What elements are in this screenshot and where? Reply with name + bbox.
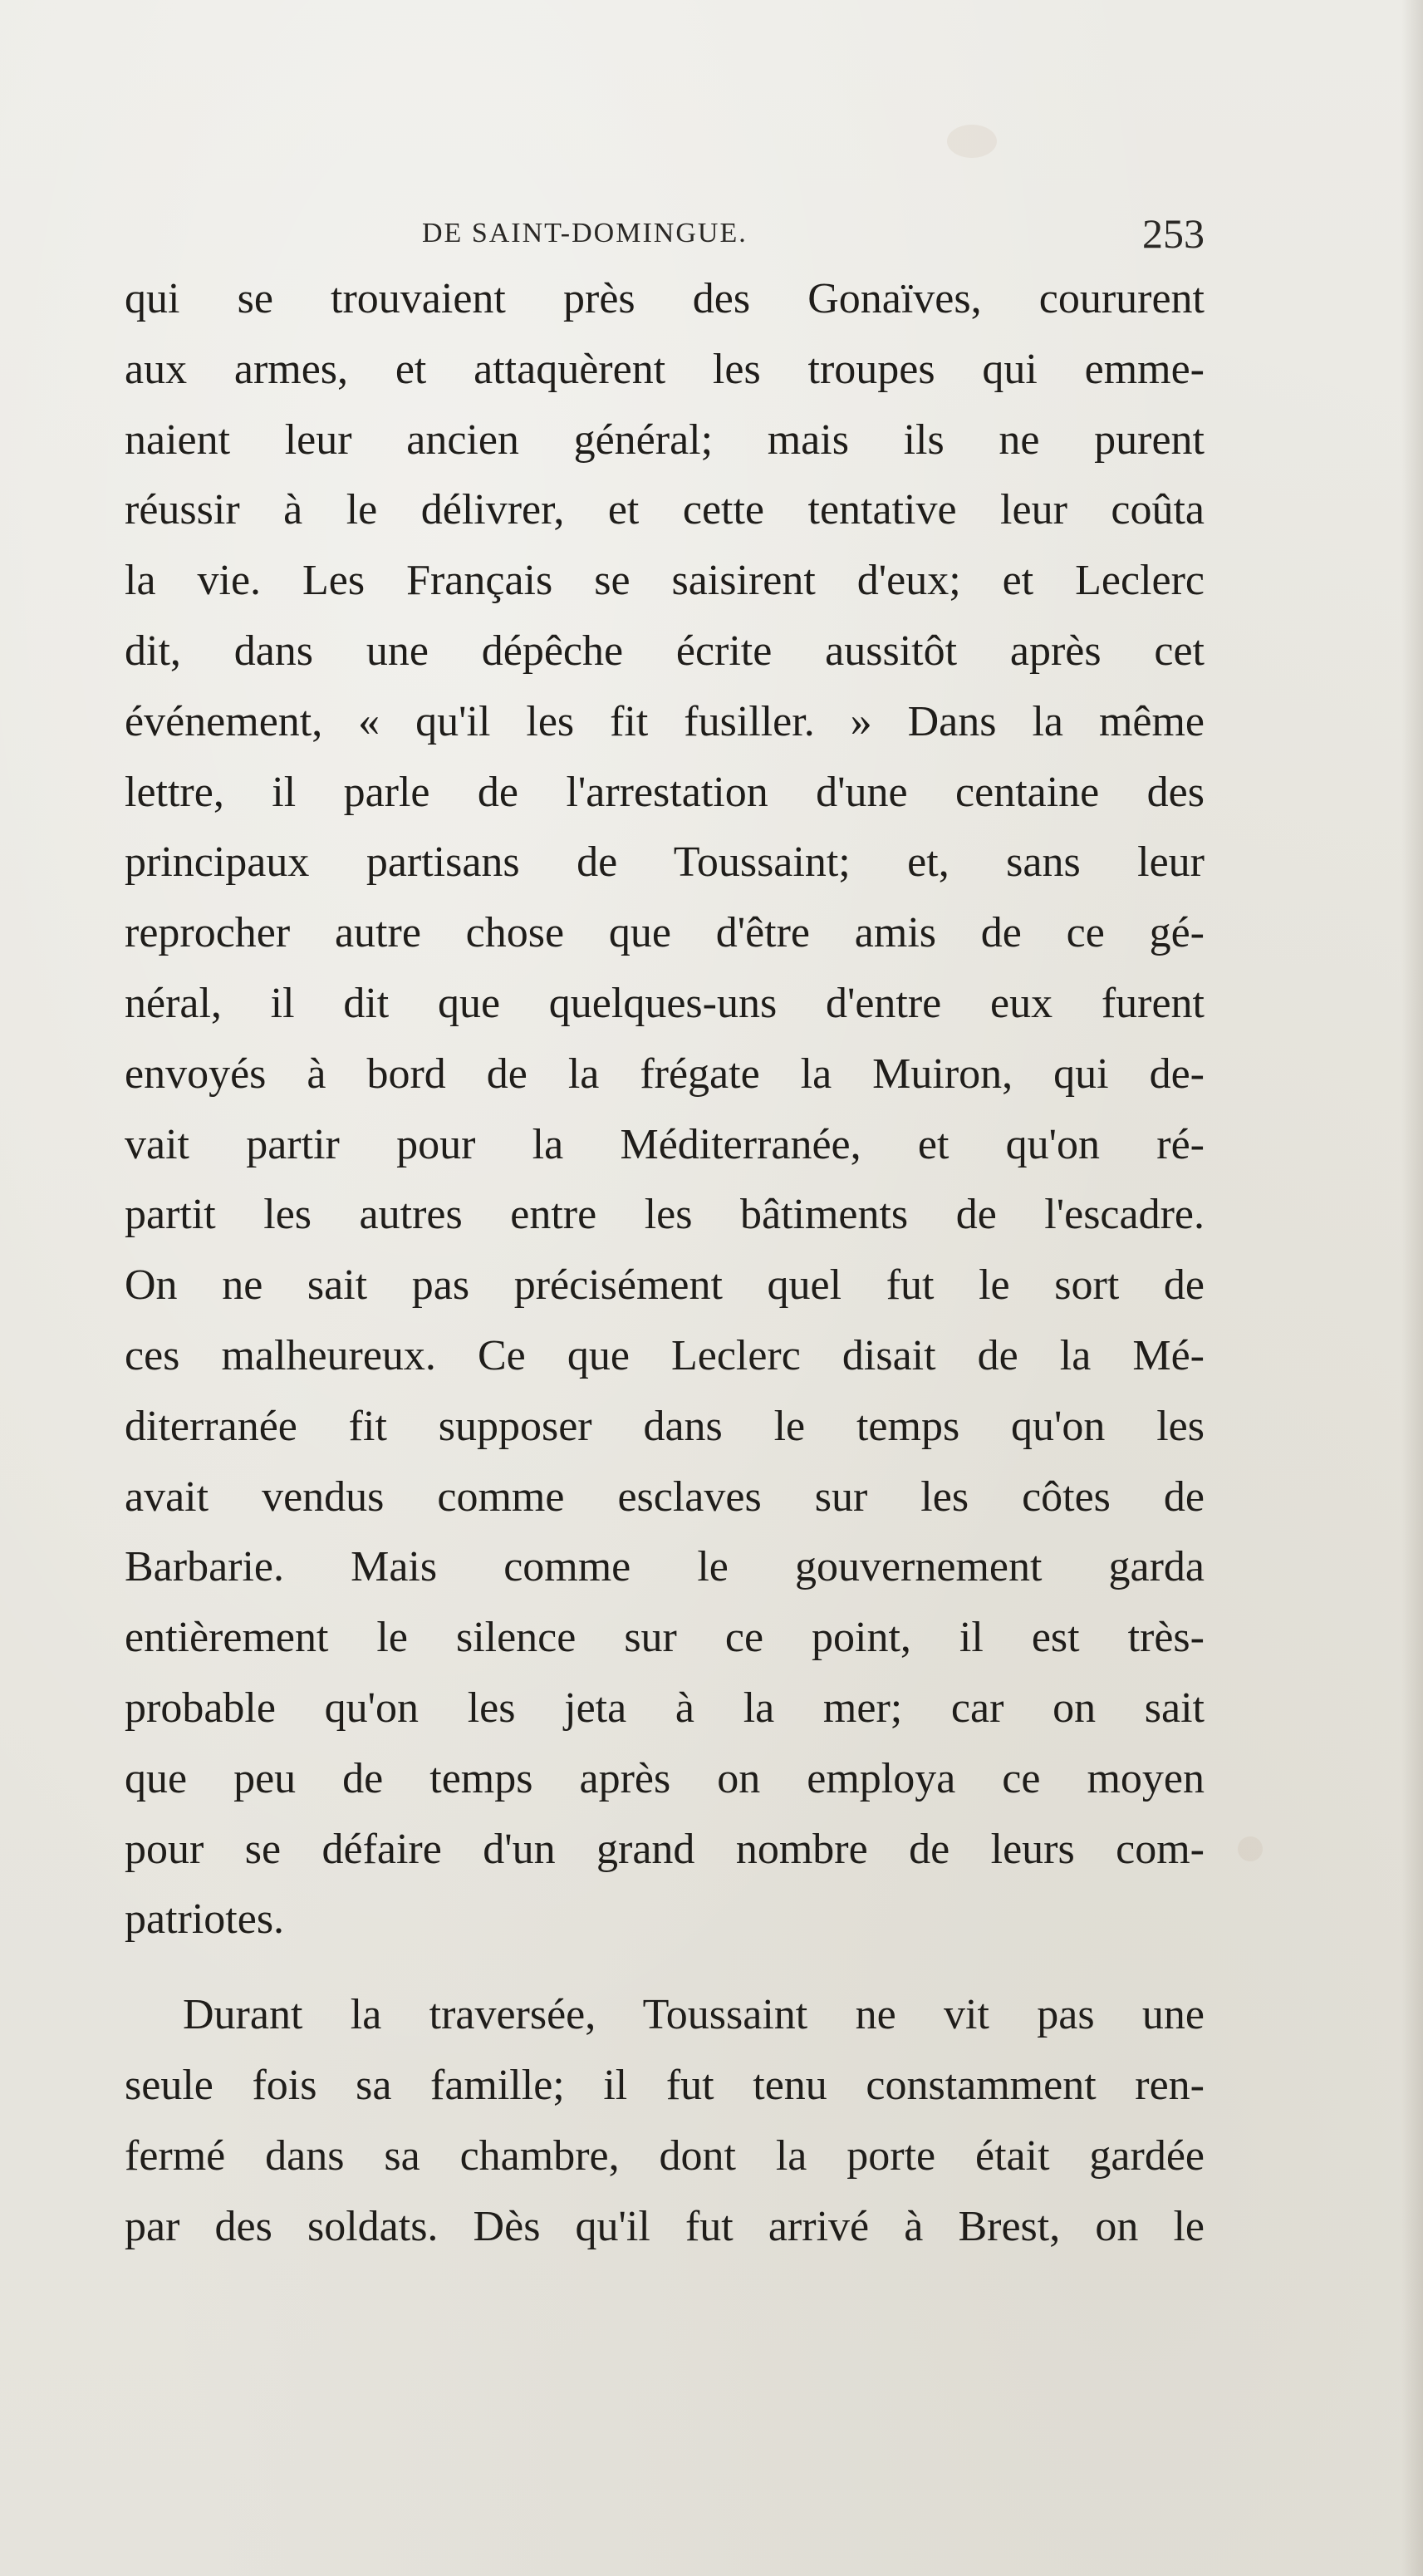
text-line: vait partir pour la Méditerranée, et qu'on ré-: [125, 1120, 1205, 1168]
text-line: principaux partisans de Toussaint; et, sans leur: [125, 838, 1205, 887]
text-line: Durant la traversée, Toussaint ne vit pas une: [183, 1991, 1205, 2039]
text-line: reprocher autre chose que d'être amis de ce gé-: [125, 909, 1205, 957]
text-line: la vie. Les Français se saisirent d'eux; et Leclerc: [125, 557, 1205, 605]
text-line: avait vendus comme esclaves sur les côtes de: [125, 1472, 1205, 1521]
text-line: fermé dans sa chambre, dont la porte était gardée: [125, 2131, 1205, 2180]
text-line: par des soldats. Dès qu'il fut arrivé à Brest, on le: [125, 2202, 1205, 2250]
running-title: DE SAINT-DOMINGUE.: [422, 218, 748, 248]
paper-stain: [1238, 1836, 1263, 1861]
paragraph-2: [125, 1980, 1205, 2262]
text-line: diterranée fit supposer dans le temps qu'on les: [125, 1402, 1205, 1450]
page-edge-shadow: [1401, 0, 1423, 2576]
text-line: probable qu'on les jeta à la mer; car on sait: [125, 1684, 1205, 1732]
page-number: 253: [1142, 210, 1205, 257]
text-line: néral, il dit que quelques-uns d'entre eux furent: [125, 979, 1205, 1027]
text-line: entièrement le silence sur ce point, il est très-: [125, 1614, 1205, 1662]
running-head: [125, 210, 1205, 268]
text-line: réussir à le délivrer, et cette tentative leur coûta: [125, 486, 1205, 534]
body-text: [125, 264, 1205, 2262]
text-line: qui se trouvaient près des Gonaïves, coururent: [125, 275, 1205, 322]
text-line: ces malheureux. Ce que Leclerc disait de la Mé-: [125, 1331, 1205, 1379]
text-line: Barbarie. Mais comme le gouvernement garda: [125, 1543, 1205, 1591]
text-line: envoyés à bord de la frégate la Muiron, qui de-: [125, 1050, 1205, 1098]
text-line: patriotes.: [125, 1895, 285, 1944]
text-line: naient leur ancien général; mais ils ne purent: [125, 415, 1205, 464]
text-line: aux armes, et attaquèrent les troupes qui emme-: [125, 345, 1205, 393]
paper-stain: [947, 125, 997, 158]
text-line: pour se défaire d'un grand nombre de leurs com-: [125, 1825, 1205, 1873]
text-line: événement, « qu'il les fit fusiller. » Dans la même: [125, 697, 1205, 745]
text-line: partit les autres entre les bâtiments de l'escadre.: [125, 1191, 1205, 1239]
text-line: On ne sait pas précisément quel fut le sort de: [125, 1261, 1205, 1310]
text-line: dit, dans une dépêche écrite aussitôt après cet: [125, 627, 1205, 675]
paragraph-1: [125, 264, 1205, 1955]
text-line: que peu de temps après on employa ce moyen: [125, 1754, 1205, 1802]
text-line: seule fois sa famille; il fut tenu constamment ren-: [125, 2061, 1205, 2109]
text-line: lettre, il parle de l'arrestation d'une centaine des: [125, 768, 1205, 816]
